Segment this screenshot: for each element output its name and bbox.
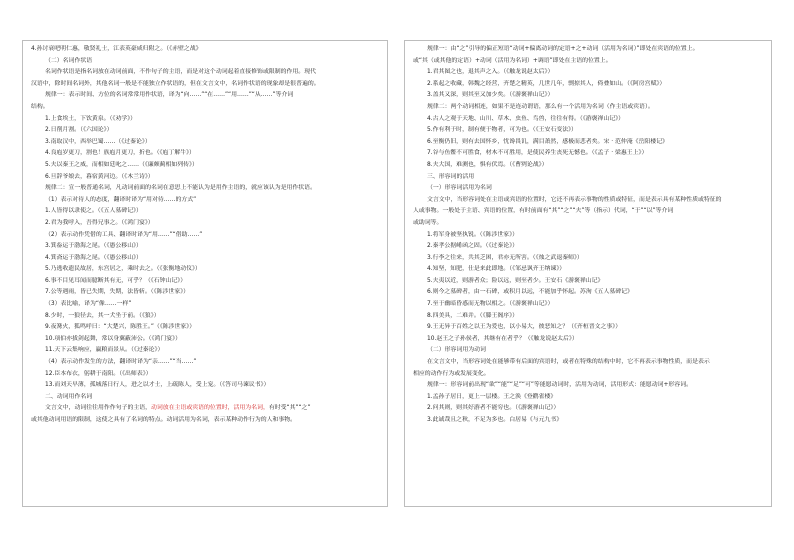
line-text: 1.人皆得以隶使之。（《五人墓碑记》）	[45, 208, 142, 215]
text-line	[31, 102, 379, 114]
line-text: 6.则今之墓碑者，由一石碑，或积月以远，不能加乎怀起。苏洵《五人墓碑记》	[427, 289, 633, 296]
line-text: 三、形容词的活用	[427, 173, 475, 180]
text-line	[413, 125, 763, 137]
text-line	[413, 334, 763, 346]
text-line	[413, 322, 763, 334]
line-text: 2.问其则，则其好游者不能穷也。（《游褒禅山记》）	[427, 405, 560, 412]
text-line	[31, 67, 379, 79]
line-text: 8.四美具，二难并。（《滕王阁序》）	[427, 312, 519, 319]
text-line	[413, 357, 763, 369]
text-line	[31, 125, 379, 137]
text-line	[413, 415, 763, 427]
text-line	[31, 206, 379, 218]
line-text: 5.夫夷以近，则游者众；险以远，则至者少。王安石《游褒禅山记》	[427, 277, 604, 284]
text-line	[413, 264, 763, 276]
text-line	[413, 287, 763, 299]
text-line	[413, 160, 763, 172]
line-text: 汉语中，除时间名词外，其他名词一般是不能独立作状语的，但在文言文中，名词作状语的现象却是很普遍的。	[31, 80, 320, 87]
text-line	[31, 264, 379, 276]
left-column-text	[23, 41, 387, 427]
line-text: 1.君其图之也，退其声之入。（《触龙说赵太后》）	[427, 69, 554, 76]
line-text: 2.秦孝公据崤函之固。（《过秦论》）	[427, 243, 519, 250]
text-line	[413, 90, 763, 102]
right-page	[404, 40, 772, 507]
line-text: （2）表示动作凭借的工具、翻译时译为“用……”“借助……”	[45, 231, 203, 238]
text-line	[31, 114, 379, 126]
line-text: 或其他动词用语的限制，这使之具有了名词的特点。动词活用为名词，表示某种动作行为的人和事物。	[31, 417, 297, 423]
text-line	[413, 172, 763, 184]
text-line	[31, 241, 379, 253]
line-text: 9.夜篝火，狐鸣呼曰：“大楚兴，陈胜王。”（《陈涉世家》）	[45, 324, 196, 331]
line-text: （一）形容词活用为名词	[427, 185, 492, 192]
right-column-text	[405, 41, 771, 427]
line-text: 5.夫以秦王之威，而相如廷叱之……（《廉颇蔺相如列传》）	[45, 161, 198, 168]
line-text: 5.乃逃收遗民故居，东宫居之，乘时去之。（《张衡地动仪》）	[45, 266, 201, 273]
text-line	[31, 311, 379, 323]
line-text: 3.南取汉中，西举巴蜀……（《过秦论》）	[45, 138, 151, 145]
line-text: 13.而刘天早薄，孤城落日行人，进之以才士，上疏陈人，受上宠。（《答司马谏议书》）	[45, 382, 270, 389]
line-text: 4.古人之观于天地、山川、草木、虫鱼、鸟兽，往往有得。（《游褒禅山记》）	[427, 115, 625, 122]
text-line	[31, 56, 379, 68]
text-line	[413, 345, 763, 357]
line-text: 5.作有利于时，制有便于物者，可为也。（《王安石变法》）	[427, 127, 577, 134]
text-line	[413, 183, 763, 195]
text-line	[31, 415, 379, 427]
line-text: 规律二：宣一般普通名词，凡动词前面的名词在意思上不能认为是用作主语的，就应该认为是用作状语。	[45, 185, 316, 192]
text-line	[413, 67, 763, 79]
line-text: 规律一：形容词前出现“欲”“能”“足”“可”等能愿动词时，活用为动词，活用形式：能愿动词+形容词。	[427, 382, 692, 389]
text-line	[31, 322, 379, 334]
highlighted-text: 动词放在主语或宾语的位置时，活用为名词，	[151, 405, 269, 412]
line-text: 4.良庖岁更刀，割也！族庖月更刀，折也。（《庖丁解牛》）	[45, 150, 195, 157]
text-line	[31, 380, 379, 392]
text-line	[31, 369, 379, 381]
text-line	[413, 56, 763, 68]
line-text: 10.赵王之子孙侯者，其继有在者乎？（《触龙说赵太后》）	[427, 335, 578, 342]
line-text: 或“其（或其他的定语）+动词（活用为名词）+调语”即处在主语的位置上。	[413, 57, 612, 64]
text-line	[413, 44, 763, 56]
text-line	[31, 253, 379, 265]
line-text: 9.王无异于百姓之以王为爱也，以小易大，彼恶知之？（《齐桓晋文之事》）	[427, 324, 622, 331]
text-line	[31, 403, 379, 415]
text-line	[413, 195, 763, 207]
line-text: 文言文中，当形容词处在主语或宾语的位置时，它还不再表示事物的性质或特征，而是表示具有某种性质或特征的	[427, 196, 722, 203]
text-line	[413, 369, 763, 381]
line-text: 3.此诚哉且之秋，不足为多也。白居易《与元九书》	[427, 417, 563, 423]
line-text: 2.日削月割。（《六国论》）	[45, 127, 113, 134]
line-text: 7.谷与鱼鳖不可胜食，材木不可胜用，是使民养生丧死无憾也。（《孟子 · 梁惠王上》）	[427, 150, 648, 157]
line-text: 在文言文中，当形容词处在能够带有后面的宾语时，或者在特殊的结构中时，它不再表示事物性质，而是表示	[427, 359, 710, 366]
line-text: 2.系起之收藏，韩魏之经营，齐楚之精英，几世几年，剽掠其人，倚叠如山。（《阿房宫赋》）	[427, 80, 666, 87]
line-text: 3.盖其又深，则其至又加少矣。（《游褒禅山记》）	[427, 92, 554, 99]
line-text: （3）表比喻，译为“像……一样”	[45, 301, 132, 308]
text-line	[31, 357, 379, 369]
line-text: 结构。	[31, 103, 49, 110]
text-line	[413, 206, 763, 218]
line-text: 12.臣本布衣，躬耕于南阳。（《出师表》）	[45, 370, 152, 377]
line-text-continued: 有时受“其”“之”	[268, 405, 311, 412]
text-line	[31, 334, 379, 346]
text-line	[413, 114, 763, 126]
text-line	[413, 299, 763, 311]
line-text: 名词作状语是指名词放在动词前面，不作句子的主语，而是对这个动词起着直接修饰或限制的作用。现代	[45, 69, 316, 76]
line-text: 4.孙讨衰吧明仁惠，敬贤礼士，江表英豪咸归附之。（《赤壁之战》	[31, 46, 202, 52]
text-line	[413, 218, 763, 230]
text-line	[31, 230, 379, 242]
line-text: 相应的动作行为或发展变化。	[413, 370, 490, 377]
text-line	[413, 79, 763, 91]
text-line	[31, 79, 379, 91]
text-line	[413, 380, 763, 392]
line-text: （4）表示动作发生的方法，翻译时译为“亲……”“当……”	[45, 359, 197, 366]
text-line	[31, 276, 379, 288]
text-line	[413, 311, 763, 323]
text-line	[413, 403, 763, 415]
text-line	[31, 183, 379, 195]
line-text: 7.公等遇雨，皆已失期，失期，法皆斩。（《陈涉世家》）	[45, 289, 190, 296]
line-text: 8.少时，一狼径去，其一犬坐于前。（《狼》）	[45, 312, 160, 319]
line-text: （二）形容词用为动词	[427, 347, 486, 354]
text-line	[413, 241, 763, 253]
text-line	[31, 218, 379, 230]
line-text: 3.行李之往来，共其乏困，君亦无所害。（《烛之武退秦师》）	[427, 254, 583, 261]
left-page	[22, 40, 388, 507]
text-line	[31, 44, 379, 56]
line-text: 1.孟孙子居日，更上一层楼。王之涣《登鹳雀楼》	[427, 393, 557, 400]
text-line	[413, 148, 763, 160]
text-line	[31, 345, 379, 357]
line-text: 11.天下云集响应，赢粮而景从。（《过秦论》）	[45, 347, 164, 354]
line-text: 1.将军身被坚执锐。（《陈涉世家》）	[427, 231, 519, 238]
line-text: 2.君为我呼入，吾得兄事之。（《鸿门宴》）	[45, 219, 154, 226]
text-line	[31, 287, 379, 299]
line-text: 7.至于幽暗昏惑而无物以相之。（《游褒禅山记》）	[427, 301, 554, 308]
line-text: 1.上食埃土，下饮黄泉。（《劝学》）	[45, 115, 137, 122]
line-text: 3.箕畚运于渤海之尾。（《愚公移山》）	[45, 243, 142, 250]
line-text: （1）表示对待人的态度，翻译时译为“用对待……的方式”	[45, 196, 197, 203]
text-line	[31, 148, 379, 160]
line-text: 4.箕斋运于渤海之尾。（《愚公移山》）	[45, 254, 142, 261]
line-text: 4.知坚，知肥，仕是来此即地。（《邹忌讽齐王纳谏》）	[427, 266, 566, 273]
line-text: 规律一：由“之”引导的偏正短语“动词+偏离动词的定语+之+动词（活用为名词）”即处在宾语的位置上。	[427, 46, 699, 52]
line-text: 6.至衡仍旧，则有去国怀乡，忧谗畏讥，满目萧然，感极而悲者矣。宋 · 范仲淹《岳阳楼记》	[427, 138, 668, 145]
text-line	[413, 276, 763, 288]
text-line	[31, 160, 379, 172]
line-text: 或助词等。	[413, 219, 443, 226]
text-line	[413, 392, 763, 404]
line-text: 规律一：表示时间、方位的名词常常用作状语，译为“向……”“在……”“用……”“从……”等介词	[45, 92, 294, 99]
text-line	[31, 299, 379, 311]
text-line	[31, 392, 379, 404]
line-text: 8.夫大国，难测也，惧有伏焉。（《曹刿论战》）	[427, 161, 548, 168]
text-line	[31, 172, 379, 184]
text-line	[31, 90, 379, 102]
text-line	[413, 137, 763, 149]
text-line	[31, 137, 379, 149]
line-text: 文言文中，动词往往用作作句子的主语，	[45, 405, 152, 412]
text-line	[413, 102, 763, 114]
line-text: （二）名词作状语	[45, 57, 93, 64]
text-line	[31, 195, 379, 207]
line-text: 6.事不目见耳闻而臆断其有无，可乎？（《石钟山记》）	[45, 277, 187, 284]
text-line	[413, 253, 763, 265]
line-text: 10.项伯亦拔剑起舞，常以身翼蔽沛公。（《鸿门宴》）	[45, 335, 182, 342]
line-text: 6.旦辞爷娘去，暮宿黄河边。（《木兰诗》）	[45, 173, 154, 180]
line-text: 人或事物。一般处于主语、宾语的位置，有时前面有“其”“之”“夫”等（指示）代词，“于”“以”等介词	[413, 208, 674, 215]
line-text: 二、动词用作名词	[45, 393, 93, 400]
text-line	[413, 230, 763, 242]
line-text: 规律二：两个动词相连，如果不是连动谓语，那么有一个活用为名词（作主语或宾语）。	[427, 103, 654, 110]
